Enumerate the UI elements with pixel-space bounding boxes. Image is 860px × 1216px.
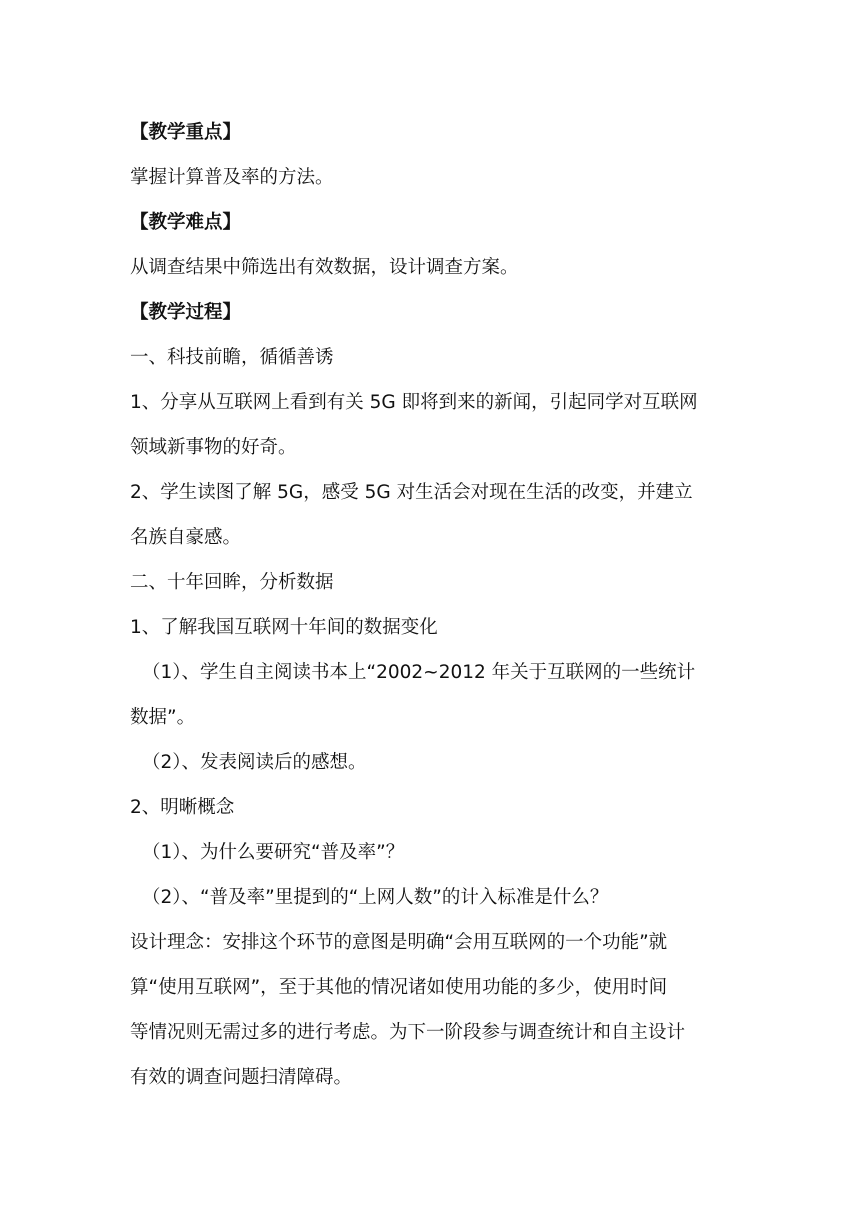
- part2-title: 二、十年回眸，分析数据: [130, 572, 334, 593]
- part1-title: 一、科技前瞻，循循善诱: [130, 347, 334, 368]
- part2-item2: 2、明晰概念: [130, 797, 235, 818]
- difficulties-text: 从调查结果中筛选出有效数据，设计调查方案。: [130, 257, 519, 278]
- key-points-heading: 【教学重点】: [130, 122, 242, 143]
- part1-item2-line2: 名族自豪感。: [130, 527, 242, 548]
- part1-item1-line2: 领域新事物的好奇。: [130, 437, 297, 458]
- part2-item1: 1、了解我国互联网十年间的数据变化: [130, 617, 438, 638]
- part2-sub1-line1: （1）、学生自主阅读书本上“2002~2012 年关于互联网的一些统计: [142, 662, 696, 683]
- key-points-text: 掌握计算普及率的方法。: [130, 167, 334, 188]
- part2-sub4: （2）、“普及率”里提到的“上网人数”的计入标准是什么？: [142, 887, 609, 908]
- difficulties-heading: 【教学难点】: [130, 212, 242, 233]
- design-concept-line4: 有效的调查问题扫清障碍。: [130, 1067, 353, 1088]
- design-concept-line1: 设计理念：安排这个环节的意图是明确“会用互联网的一个功能”就: [130, 932, 668, 953]
- part1-item1-line1: 1、分享从互联网上看到有关 5G 即将到来的新闻，引起同学对互联网: [130, 392, 698, 413]
- part2-sub3: （1）、为什么要研究“普及率”？: [142, 842, 405, 863]
- process-heading: 【教学过程】: [130, 302, 242, 323]
- part1-item2-line1: 2、学生读图了解 5G，感受 5G 对生活会对现在生活的改变，并建立: [130, 482, 693, 503]
- part2-sub2: （2）、发表阅读后的感想。: [142, 752, 367, 773]
- design-concept-line3: 等情况则无需过多的进行考虑。为下一阶段参与调查统计和自主设计: [130, 1022, 686, 1043]
- part2-sub1-line2: 数据”。: [130, 707, 196, 728]
- design-concept-line2: 算“使用互联网”，至于其他的情况诸如使用功能的多少，使用时间: [130, 977, 668, 998]
